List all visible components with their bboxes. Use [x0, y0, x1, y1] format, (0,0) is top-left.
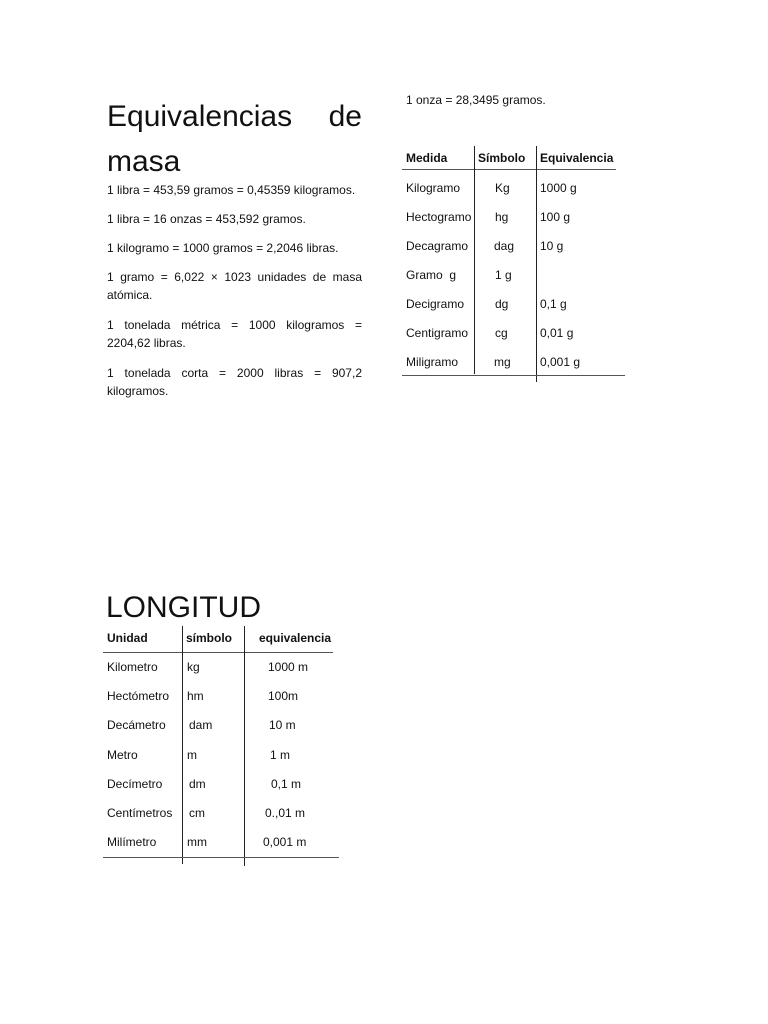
cell-medida: Kilogramo: [406, 181, 461, 195]
cell-simbolo: cg: [495, 326, 508, 340]
column-divider: [474, 146, 475, 374]
table-header-unidad: Unidad: [107, 631, 148, 645]
cell-simbolo: dg: [495, 297, 509, 311]
table-header-equivalencia: Equivalencia: [540, 151, 614, 165]
cell-unidad: Decámetro: [107, 718, 166, 732]
table-header-equivalencia: equivalencia: [259, 631, 332, 645]
cell-simbolo: mm: [187, 835, 207, 849]
cell-unidad: Milímetro: [107, 835, 157, 849]
column-divider: [536, 146, 537, 382]
mass-title: Equivalencias de masa: [107, 100, 362, 178]
cell-equivalencia: 1 m: [270, 748, 291, 762]
table-header-simbolo: símbolo: [186, 631, 233, 645]
cell-medida: Decagramo: [406, 239, 469, 253]
table-bottom-line: [103, 857, 339, 858]
table-header-medida: Medida: [406, 151, 448, 165]
cell-simbolo: dm: [189, 777, 206, 791]
cell-simbolo: hg: [495, 210, 509, 224]
cell-simbolo: 1 g: [495, 268, 512, 282]
cell-equivalencia: 1000 g: [540, 181, 577, 195]
cell-simbolo: dam: [189, 718, 213, 732]
table-bottom-line: [402, 375, 625, 376]
cell-unidad: Hectómetro: [107, 689, 170, 703]
mass-paragraph: 1 tonelada corta = 2000 libras = 907,2 kilogramos.: [107, 366, 362, 398]
cell-simbolo: mg: [494, 355, 511, 369]
cell-unidad: Kilometro: [107, 660, 158, 674]
mass-paragraph: 1 libra = 453,59 gramos = 0,45359 kilogramos.: [107, 183, 356, 197]
table-header-simbolo: Símbolo: [478, 151, 526, 165]
cell-unidad: Centímetros: [107, 806, 173, 820]
cell-equivalencia: 1000 m: [268, 660, 309, 674]
cell-simbolo: Kg: [495, 181, 510, 195]
cell-equivalencia: 0.,01 m: [265, 806, 306, 820]
cell-simbolo: dag: [494, 239, 515, 253]
mass-paragraph: 1 kilogramo = 1000 gramos = 2,2046 libras.: [107, 241, 339, 255]
cell-simbolo: m: [187, 748, 197, 762]
cell-equivalencia: 0,001 g: [540, 355, 581, 369]
cell-equivalencia: 100m: [268, 689, 299, 703]
cell-equivalencia: 0,01 g: [540, 326, 574, 340]
mass-paragraph: 1 tonelada métrica = 1000 kilogramos = 2204,62 libras.: [107, 318, 362, 350]
header-divider: [103, 652, 333, 653]
cell-simbolo: kg: [187, 660, 200, 674]
column-divider: [244, 626, 245, 866]
mass-paragraph: 1 libra = 16 onzas = 453,592 gramos.: [107, 212, 306, 226]
cell-equivalencia: 10 g: [540, 239, 564, 253]
cell-equivalencia: 0,001 m: [263, 835, 307, 849]
cell-equivalencia: 10 m: [269, 718, 296, 732]
onza-note: 1 onza = 28,3495 gramos.: [406, 93, 546, 107]
length-title: LONGITUD: [106, 591, 262, 624]
cell-simbolo: hm: [187, 689, 204, 703]
header-divider: [402, 169, 616, 170]
cell-medida: Miligramo: [406, 355, 459, 369]
column-divider: [182, 626, 183, 864]
cell-medida: Centigramo: [406, 326, 469, 340]
cell-equivalencia: 100 g: [540, 210, 571, 224]
cell-equivalencia: 0,1 m: [271, 777, 302, 791]
cell-unidad: Metro: [107, 748, 138, 762]
cell-equivalencia: 0,1 g: [540, 297, 567, 311]
mass-paragraph: 1 gramo = 6,022 × 1023 unidades de masa atómica.: [107, 270, 362, 302]
cell-medida: Hectogramo: [406, 210, 472, 224]
cell-medida: Gramo g: [406, 268, 457, 282]
cell-unidad: Decímetro: [107, 777, 163, 791]
cell-medida: Decigramo: [406, 297, 465, 311]
cell-simbolo: cm: [189, 806, 205, 820]
